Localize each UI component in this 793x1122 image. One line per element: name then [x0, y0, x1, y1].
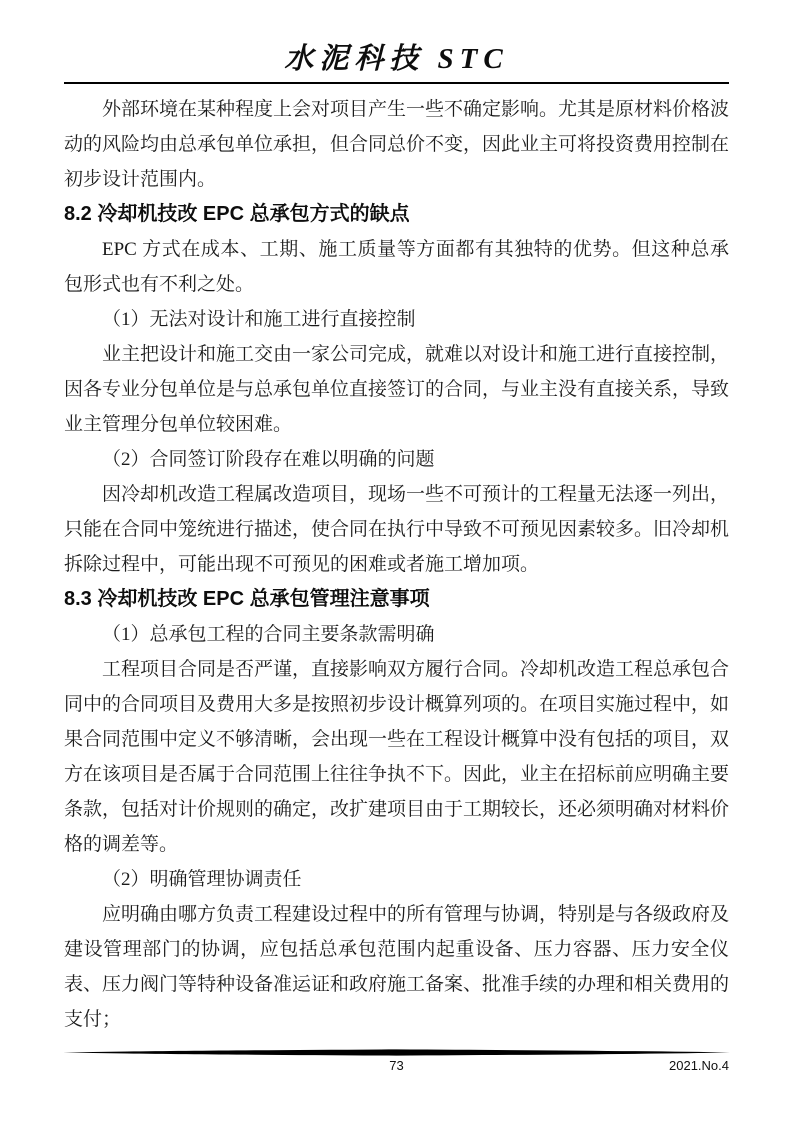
- section-heading-8-2: 8.2 冷却机技改 EPC 总承包方式的缺点: [64, 203, 410, 225]
- list-item-heading: （1）总承包工程的合同主要条款需明确: [102, 624, 435, 645]
- list-item-heading: （2）明确管理协调责任: [102, 869, 302, 890]
- paragraph: EPC 方式在成本、工期、施工质量等方面都有其独特的优势。但这种总承包形式也有不利之处。: [64, 239, 729, 295]
- section-heading-8-3: 8.3 冷却机技改 EPC 总承包管理注意事项: [64, 588, 430, 610]
- journal-header: [0, 0, 793, 76]
- list-item-heading: （2）合同签订阶段存在难以明确的问题: [102, 449, 435, 470]
- paragraph: 工程项目合同是否严谨，直接影响双方履行合同。冷却机改造工程总承包合同中的合同项目及费用大多是按照初步设计概算列项的。在项目实施过程中，如果合同范围中定义不够清晰，会出现一些在工程设计概算中没有包括的项目，双方在该项目是否属于合同范围上往往争执不下。因此，业主在招标前应明确主要条款，包括对计价规则的确定，改扩建项目由于工期较长，还必须明确对材料价格的调差等。: [64, 659, 729, 855]
- footer: [64, 1058, 729, 1076]
- article-body: [64, 92, 729, 1037]
- paragraph: 因冷却机改造工程属改造项目，现场一些不可预计的工程量无法逐一列出，只能在合同中笼统进行描述，使合同在执行中导致不可预见因素较多。旧冷却机拆除过程中，可能出现不可预见的困难或者施工增加项。: [64, 484, 729, 575]
- page-number: 73: [389, 1058, 404, 1073]
- paragraph: 业主把设计和施工交由一家公司完成，就难以对设计和施工进行直接控制，因各专业分包单位是与总承包单位直接签订的合同，与业主没有直接关系，导致业主管理分包单位较困难。: [64, 344, 729, 435]
- footer-rule: [63, 1048, 730, 1057]
- paragraph: 外部环境在某种程度上会对项目产生一些不确定影响。尤其是原材料价格波动的风险均由总承包单位承担，但合同总价不变，因此业主可将投资费用控制在初步设计范围内。: [64, 99, 729, 190]
- issue-label: 2021.No.4: [669, 1058, 729, 1073]
- header-rule: [64, 82, 729, 84]
- journal-title: 水泥科技 STC: [284, 43, 509, 75]
- paragraph: 应明确由哪方负责工程建设过程中的所有管理与协调，特别是与各级政府及建设管理部门的协调，应包括总承包范围内起重设备、压力容器、压力安全仪表、压力阀门等特种设备准运证和政府施工备案、批准手续的办理和相关费用的支付；: [64, 904, 729, 1030]
- list-item-heading: （1）无法对设计和施工进行直接控制: [102, 309, 416, 330]
